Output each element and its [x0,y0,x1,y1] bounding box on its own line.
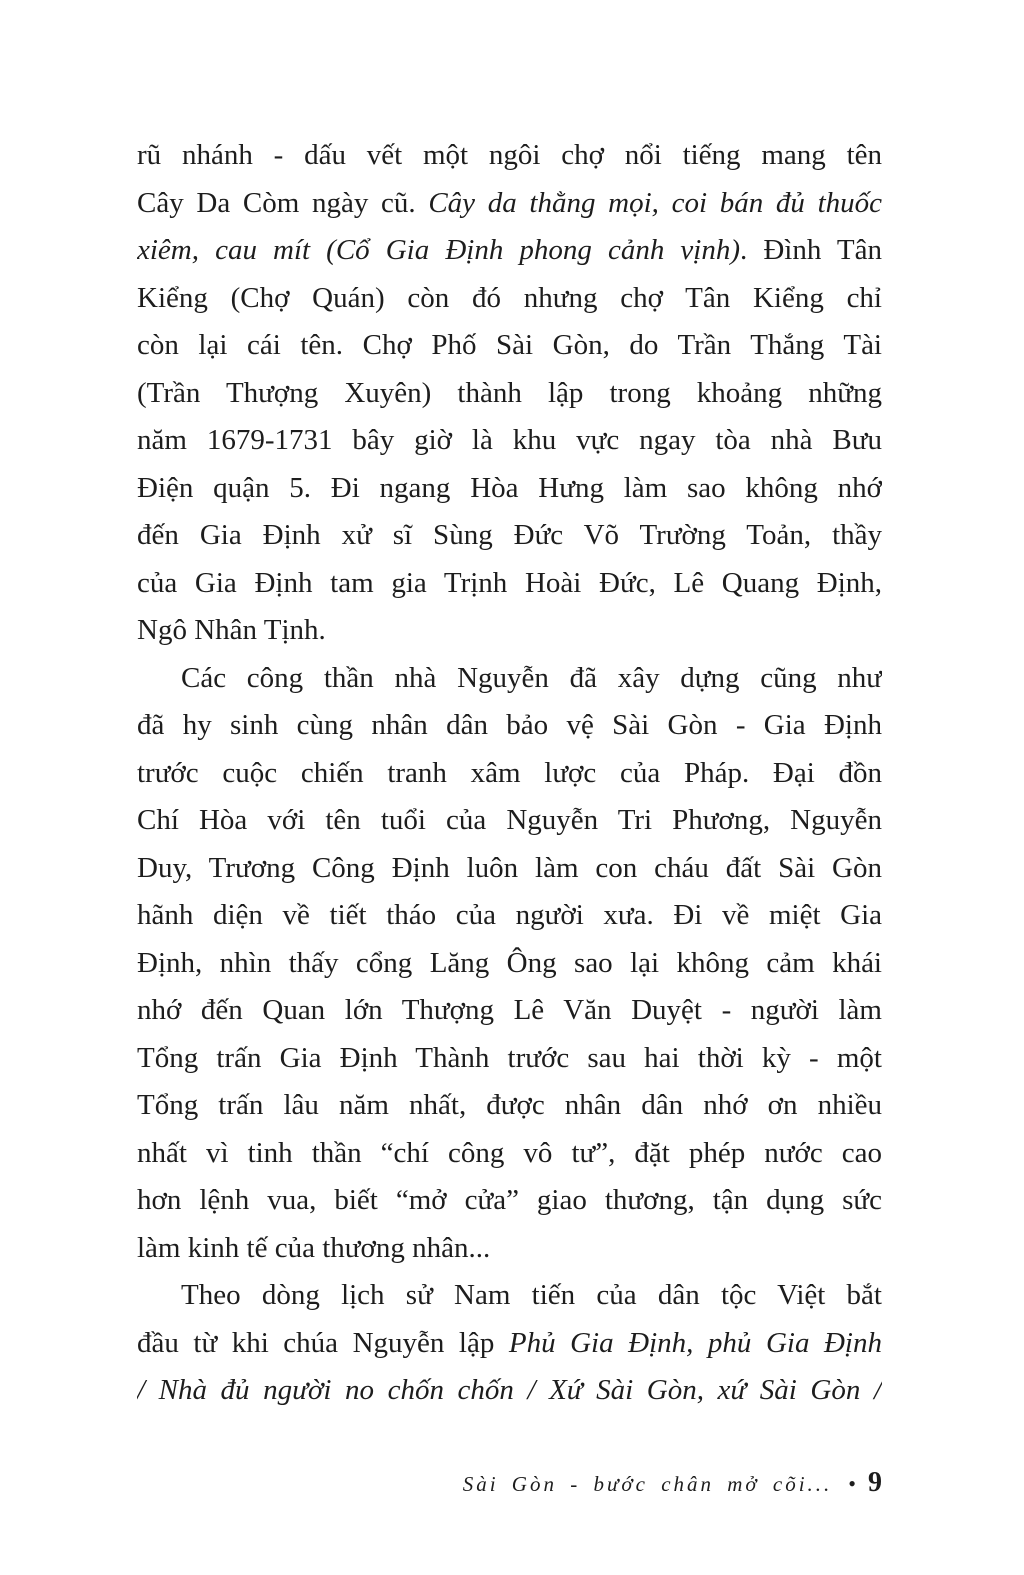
text-run: Điện quận 5. Đi ngang Hòa Hưng làm sao không nhớ [137,471,882,504]
bullet-separator: • [848,1471,856,1496]
text-line [137,845,882,893]
text-run: Tổng trấn lâu năm nhất, được nhân dân nhớ ơn nhiều [137,1089,882,1121]
text-line [137,417,882,465]
text-line [137,370,882,418]
text-line [137,275,882,323]
text-run: năm 1679-1731 bây giờ là khu vực ngay tòa nhà Bưu [137,424,882,456]
text-line [137,1082,882,1130]
text-line [137,132,882,180]
text-line [137,892,882,940]
text-line [137,655,882,703]
text-line [137,1177,882,1225]
text-run: của Gia Định tam gia Trịnh Hoài Đức, Lê Quang Định, [137,566,882,599]
text-run: Định, nhìn thấy cổng Lăng Ông sao lại không cảm khái [137,946,882,979]
text-run-italic: Phủ Gia Định, phủ Gia Định [508,1326,882,1359]
text-run: rũ nhánh - dấu vết một ngôi chợ nổi tiếng mang tên [137,139,882,171]
text-run: Các công thần nhà Nguyễn đã xây dựng cũng như [181,661,882,694]
page-number: 9 [868,1467,882,1498]
text-line [137,940,882,988]
text-run: (Trần Thượng Xuyên) thành lập trong khoảng những [137,376,882,409]
running-title: Sài Gòn - bước chân mở cõi... [462,1472,833,1496]
text-line [137,1272,882,1320]
text-line [137,1035,882,1083]
text-line [137,1225,882,1273]
text-run: nhất vì tinh thần “chí công vô tư”, đặt phép nước cao [137,1136,882,1169]
text-line [137,512,882,560]
text-line [137,227,882,275]
text-run: . Đình Tân [740,234,882,266]
text-line [137,750,882,798]
text-line [137,322,882,370]
text-run: nhớ đến Quan lớn Thượng Lê Văn Duyệt - người làm [137,994,882,1026]
text-run-italic: / Nhà đủ người no chốn chốn / Xứ Sài Gòn, xứ Sài Gòn / [137,1374,882,1406]
text-run: Kiểng (Chợ Quán) còn đó nhưng chợ Tân Kiểng chỉ [137,281,882,314]
text-run: Ngô Nhân Tịnh. [137,614,326,646]
text-run: đã hy sinh cùng nhân dân bảo vệ Sài Gòn - Gia Định [137,709,882,741]
text-run-italic: xiêm, cau mít (Cổ Gia Định phong cảnh vịnh) [137,234,741,266]
text-line [137,1367,882,1415]
text-line [137,560,882,608]
text-run: làm kinh tế của thương nhân... [137,1231,491,1264]
text-run: hãnh diện về tiết tháo của người xưa. Đi về miệt Gia [137,899,882,931]
text-line [137,607,882,655]
text-line [137,702,882,750]
text-line [137,465,882,513]
text-line [137,1320,882,1368]
text-line [137,180,882,228]
text-run: trước cuộc chiến tranh xâm lược của Pháp. Đại đồn [137,756,882,789]
page-footer [137,1467,882,1499]
text-run: còn lại cái tên. Chợ Phố Sài Gòn, do Trần Thắng Tài [137,329,882,361]
text-run: Cây Da Còm ngày cũ. [137,186,429,219]
text-line [137,1130,882,1178]
text-run: đầu từ khi chúa Nguyễn lập [137,1326,509,1359]
text-run: hơn lệnh vua, biết “mở cửa” giao thương, tận dụng sức [137,1184,882,1216]
text-run: Theo dòng lịch sử Nam tiến của dân tộc Việt bắt [181,1279,882,1311]
text-run: đến Gia Định xử sĩ Sùng Đức Võ Trường Toản, thầy [137,519,882,551]
text-run-italic: Cây da thằng mọi, coi bán đủ thuốc [428,186,882,219]
text-run: Chí Hòa với tên tuổi của Nguyễn Tri Phương, Nguyễn [137,804,882,836]
body-text [137,132,882,1415]
text-run: Tổng trấn Gia Định Thành trước sau hai thời kỳ - một [137,1041,882,1074]
text-run: Duy, Trương Công Định luôn làm con cháu đất Sài Gòn [137,851,882,884]
text-line [137,987,882,1035]
text-line [137,797,882,845]
